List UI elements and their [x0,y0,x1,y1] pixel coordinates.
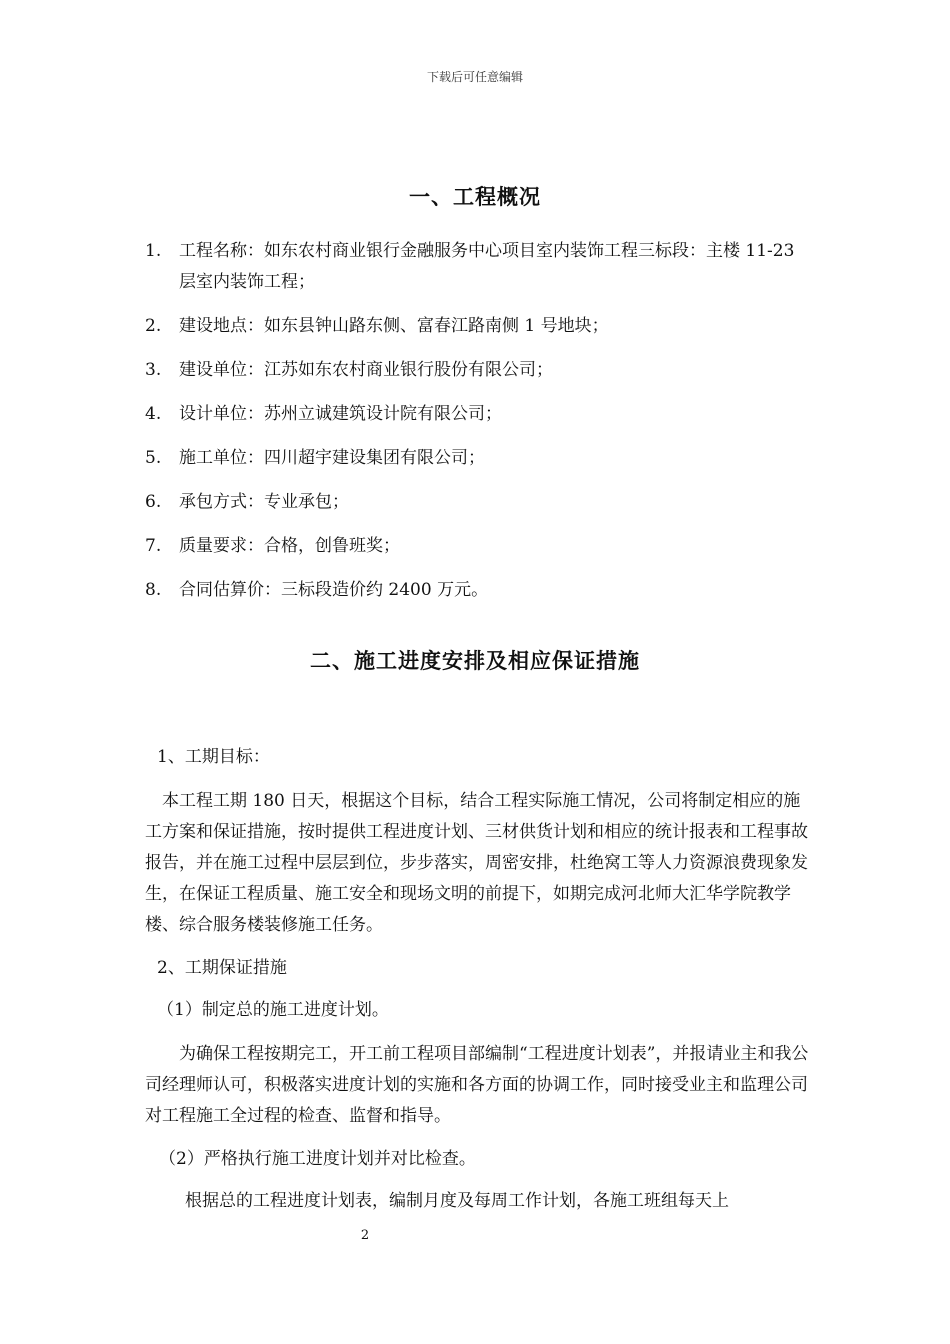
list-item [145,311,810,342]
list-number: 6. [145,492,162,512]
schedule-goal-heading: 1、工期目标： [157,747,270,767]
list-number: 8. [145,580,162,600]
section1-title: 一、工程概况 [409,184,541,209]
list-text: 建设地点：如东县钟山路东侧、富春江路南侧 1 号地块； [179,316,609,336]
section2-title: 二、施工进度安排及相应保证措施 [310,648,640,673]
subheading-execute-plan: （2）严格执行施工进度计划并对比检查。 [159,1149,476,1169]
subheading-overall-plan: （1）制定总的施工进度计划。 [157,1000,389,1020]
list-item [145,236,810,298]
page-number: 2 [360,1228,370,1243]
header-note: 下载后可任意编辑 [426,70,523,84]
project-overview-list [145,236,810,619]
list-item [145,355,810,386]
list-item [145,487,810,518]
list-item [145,443,810,474]
list-text: 设计单位：苏州立诚建筑设计院有限公司； [179,404,502,424]
schedule-goal-paragraph: 本工程工期 180 日天，根据这个目标，结合工程实际施工情况，公司将制定相应的施工方案和保证措施，按时提供工程进度计划、三材供货计划和相应的统计报表和工程事故报告，并在施工过程中层层到位，步步落实，周密安排，杜绝窝工等人力资源浪费现象发生，在保证工程质量、施工安全和现场文明的前提下，如期完成河北师大汇华学院教学楼、综合服务楼装修施工任务。 [145,791,808,935]
overall-plan-paragraph: 为确保工程按期完工，开工前工程项目部编制“工程进度计划表”，并报请业主和我公司经理师认可，积极落实进度计划的实施和各方面的协调工作，同时接受业主和监理公司对工程施工全过程的检查、监督和指导。 [145,1044,809,1126]
list-item [145,575,810,606]
schedule-guarantee-heading: 2、工期保证措施 [157,958,287,978]
list-number: 3. [145,360,162,380]
list-number: 2. [145,316,162,336]
execute-plan-paragraph: 根据总的工程进度计划表，编制月度及每周工作计划，各施工班组每天上 [185,1191,729,1211]
list-text: 施工单位：四川超宇建设集团有限公司； [179,448,485,468]
list-item [145,531,810,562]
list-text: 建设单位：江苏如东农村商业银行股份有限公司； [179,360,553,380]
list-item [145,399,810,430]
list-text: 承包方式：专业承包； [179,492,349,512]
list-text: 合同估算价：三标段造价约 2400 万元。 [179,580,489,600]
list-number: 4. [145,404,162,424]
list-number: 5. [145,448,162,468]
list-number: 1. [145,241,162,261]
list-text: 质量要求：合格，创鲁班奖； [179,536,400,556]
list-text: 工程名称：如东农村商业银行金融服务中心项目室内装饰工程三标段：主楼 11-23 层室内装饰工程； [179,241,795,292]
list-number: 7. [145,536,162,556]
